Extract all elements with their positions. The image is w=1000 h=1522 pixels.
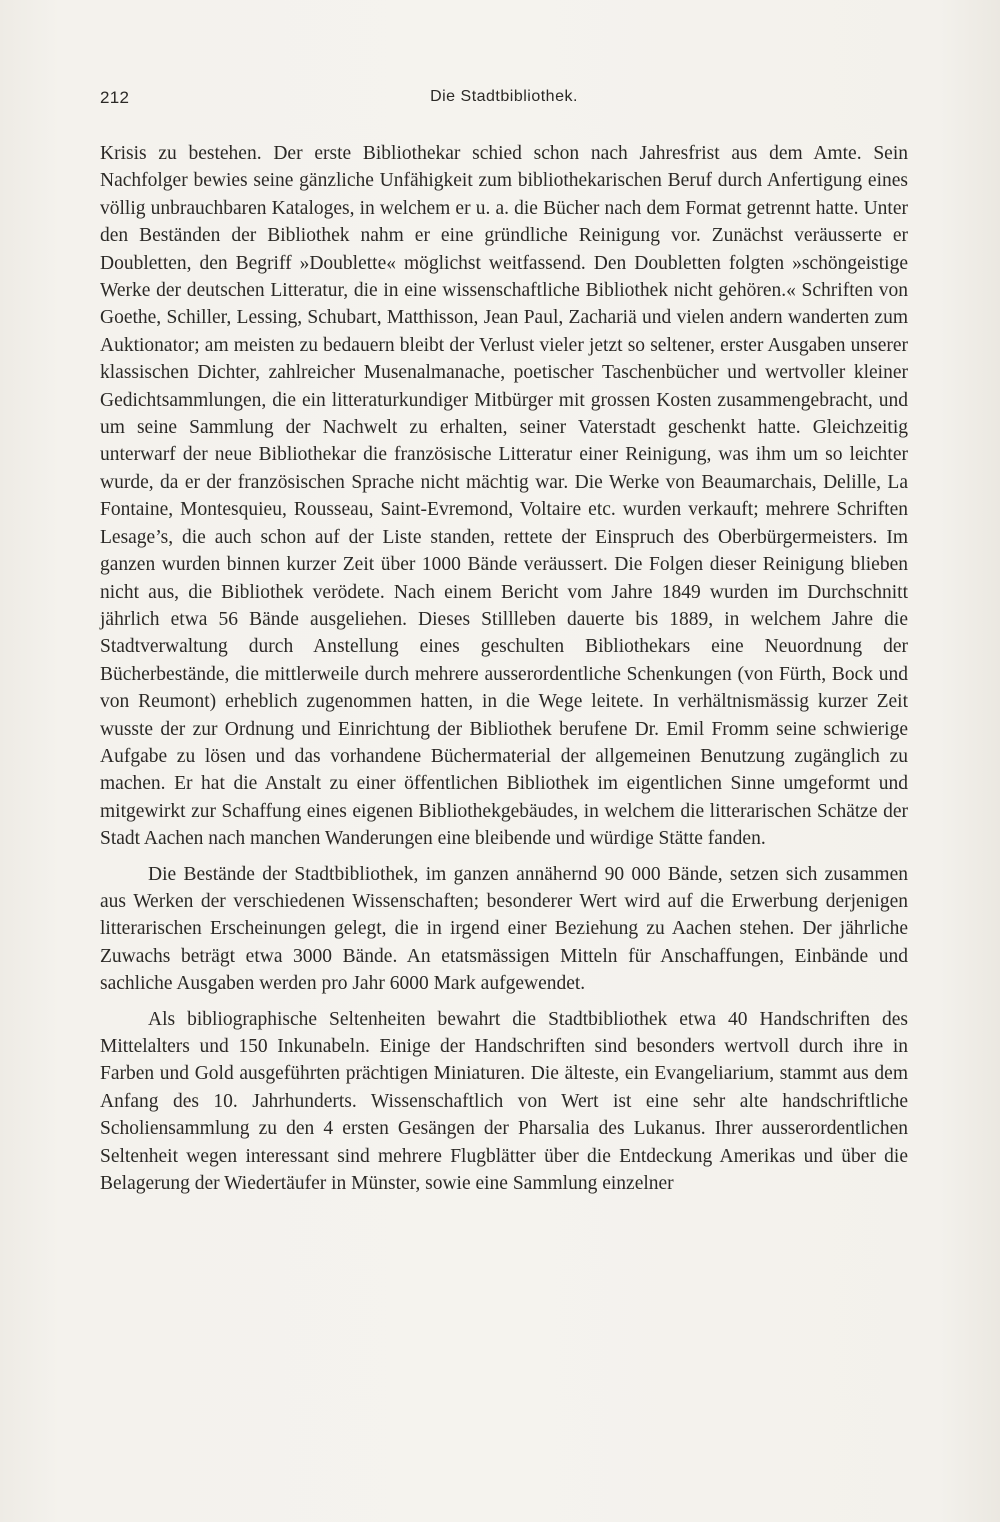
paragraph-rarities: Als bibliographische Seltenheiten bewahrt die Stadtbibliothek etwa 40 Handschriften des Mittelalters und 150 Inkunabeln. Einige der Handschriften sind besonders wertvoll durch ihre in Farben und Gold ausgeführten prächtigen Miniaturen. Die älteste, ein Evangeliarium, stammt aus dem Anfang des 10. Jahrhunderts. Wissenschaftlich von Wert ist eine sehr alte handschriftliche Scholiensammlung zu den 4 ersten Gesängen der Pharsalia des Lukanus. Ihrer ausserordentlichen Seltenheit wegen interessant sind mehrere Flugblätter über die Entdeckung Amerikas und über die Belagerung der Wiedertäufer in Münster, sowie eine Sammlung einzelner (100, 1008, 908, 1195)
page-header (100, 88, 908, 116)
body-text (100, 140, 908, 1197)
running-title: Die Stadtbibliothek. (430, 88, 578, 105)
paragraph-continued: Krisis zu bestehen. Der erste Bibliothekar schied schon nach Jahresfrist aus dem Amte. Sein Nachfolger bewies seine gänzliche Unfähigkeit zum bibliothekarischen Beruf durch Anfertigung eines völlig unbrauchbaren Kataloges, in welchem er u. a. die Bücher nach dem Format getrennt hatte. Unter den Beständen der Bibliothek nahm er eine gründliche Reinigung vor. Zunächst veräusserte er Doubletten, den Begriff »Doublette« möglichst weitfassend. Den Doubletten folgten »schöngeistige Werke der deutschen Litteratur, die in eine wissenschaftliche Bibliothek nicht gehören.« Schriften von Goethe, Schiller, Lessing, Schubart, Matthisson, Jean Paul, Zachariä und vielen andern wanderten zum Auktionator; am meisten zu bedauern bleibt der Verlust vieler jetzt so seltener, erster Ausgaben unserer klassischen Dichter, zahlreicher Musenalmanache, poetischer Taschenbücher und wertvoller kleiner Gedichtsammlungen, die ein litteraturkundiger Mitbürger mit grossen Kosten zusammengebracht, und um seine Sammlung der Nachwelt zu erhalten, seiner Vaterstadt geschenkt hatte. Gleichzeitig unterwarf der neue Bibliothekar die französische Litteratur einer Reinigung, was ihm um so leichter wurde, da er der französischen Sprache nicht mächtig war. Die Werke von Beaumarchais, Delille, La Fontaine, Montesquieu, Rousseau, Saint-Evremond, Voltaire etc. wurden verkauft; mehrere Schriften Lesage’s, die auch schon auf der Liste standen, rettete der Einspruch des Oberbürgermeisters. Im ganzen wurden binnen kurzer Zeit über 1000 Bände veräussert. Die Folgen dieser Reinigung blieben nicht aus, die Bibliothek verödete. Nach einem Bericht vom Jahre 1849 wurden im Durchschnitt jährlich etwa 56 Bände ausgeliehen. Dieses Stillleben dauerte bis 1889, in welchem Jahre die Stadtverwaltung durch Anstellung eines geschulten Bibliothekars eine Neuordnung der Bücherbestände, die mittlerweile durch mehrere ausserordentliche Schenkungen (von Fürth, Bock und von Reumont) erheblich zugenommen hatten, in die Wege leitete. In verhältnismässig kurzer Zeit wusste der zur Ordnung und Einrichtung der Bibliothek berufene Dr. Emil Fromm seine schwierige Aufgabe zu lösen und das vorhandene Büchermaterial der allgemeinen Benutzung zugänglich zu machen. Er hat die Anstalt zu einer öffentlichen Bibliothek im eigentlichen Sinne umgeformt und mitgewirkt zur Schaffung eines eigenen Bibliothekgebäudes, in welchem die litterarischen Schätze der Stadt Aachen nach manchen Wanderungen eine bleibende und würdige Stätte fanden. (100, 143, 908, 850)
page-number: 212 (100, 88, 130, 107)
paragraph-holdings: Die Bestände der Stadtbibliothek, im ganzen annähernd 90 000 Bände, setzen sich zusammen aus Werken der verschiedenen Wissenschaften; besonderer Wert wird auf die Erwerbung derjenigen litterarischen Erscheinungen gelegt, die in irgend einer Beziehung zu Aachen stehen. Der jährliche Zuwachs beträgt etwa 3000 Bände. An etatsmässigen Mitteln für Anschaffungen, Einbände und sachliche Ausgaben werden pro Jahr 6000 Mark aufgewendet. (100, 863, 908, 995)
